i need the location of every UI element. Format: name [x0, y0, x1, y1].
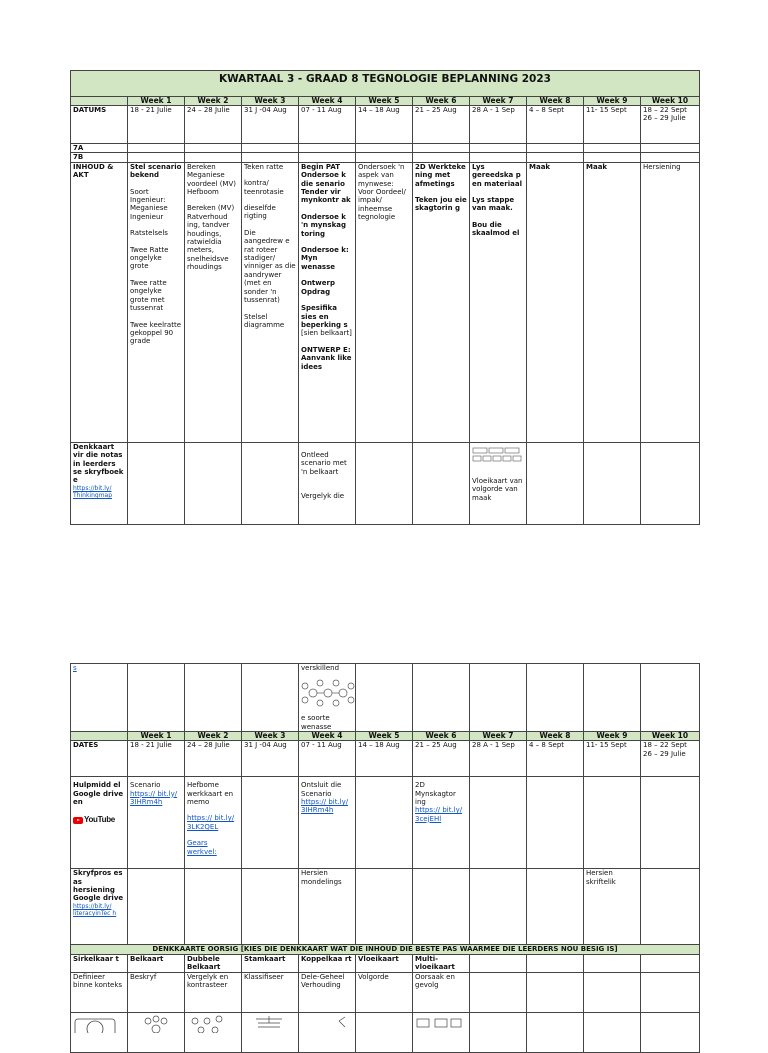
map-name: Multi- vloeikaart — [413, 954, 470, 972]
hulpmiddel-label-cell — [71, 777, 128, 869]
inhoud-week-1: Stel scenario bekend Soort Ingenieur: Meganiese Ingenieur Ratstelsels Twee Ratte ongelyke grote Twee ratte ongelyke grote met tussenrat Twee keelratte gekoppel 90 grade — [128, 162, 185, 442]
date-cell: 24 – 28 Julie — [185, 741, 242, 777]
skryfproses-label-cell — [71, 869, 128, 945]
hulpmiddel-week-1: Scenario https:// bit.ly/ 3IHRm4h — [128, 777, 185, 869]
week-header: Week 9 — [584, 732, 641, 741]
denkkaart-week-7: Vloeikaart van volgorde van maak — [470, 442, 527, 524]
brace-map-thumb — [299, 1012, 356, 1052]
inhoud-week-5: Ondersoek 'n aspek van mynwese: Voor Oordeel/ impak/ inheemse tegnologie — [356, 162, 413, 442]
hulpmiddel-label: Hulpmidd el Google drive en — [73, 781, 124, 807]
date-cell: 11- 15 Sept — [584, 106, 641, 144]
youtube-play-icon — [73, 817, 83, 824]
week-header: Week 3 — [242, 97, 299, 106]
skryfproses-week-9: Hersien skriftelik — [584, 869, 641, 945]
date-cell: 18 - 21 Julie — [128, 741, 185, 777]
inhoud-week-8: Maak — [527, 162, 584, 442]
map-use: Dele-Geheel Verhouding — [299, 972, 356, 1012]
corner-cell — [71, 97, 128, 106]
week-header: Week 5 — [356, 97, 413, 106]
denkkaarte-banner: DENKKAARTE OORSIG [KIES DIE DENKKAART WAT DIE INHOUD DIE BESTE PAS WAARMEE DIE LEERDERS NOU BESIG IS] — [71, 945, 700, 954]
ontsluit-link[interactable]: https:// bit.ly/ 3IHRm4h — [301, 798, 349, 815]
denkkaart-label: Denkkaart vir die notas in leerders se skryfboek e — [73, 442, 124, 485]
date-cell: 31 J -04 Aug — [242, 106, 299, 144]
datums-label: DATUMS — [71, 106, 128, 144]
youtube-logo[interactable]: YouTube — [73, 816, 115, 824]
week-header: Week 8 — [527, 97, 584, 106]
date-cell: 31 J -04 Aug — [242, 741, 299, 777]
date-cell: 07 - 11 Aug — [299, 741, 356, 777]
date-cell: 4 – 8 Sept — [527, 106, 584, 144]
week-header: Week 6 — [413, 97, 470, 106]
date-cell: 4 – 8 Sept — [527, 741, 584, 777]
date-cell: 14 – 18 Aug — [356, 106, 413, 144]
continued-week-4: verskillend e soorte wenasse — [299, 664, 356, 732]
date-cell: 18 - 21 Julie — [128, 106, 185, 144]
hulpmiddel-week-2: Hefbome werkkaart en memo https:// bit.ly/ 3LK2QEL Gears werkvel: — [185, 777, 242, 869]
map-name: Dubbele Belkaart — [185, 954, 242, 972]
circle-map-thumb — [71, 1012, 128, 1052]
date-cell: 18 – 22 Sept 26 – 29 Julie — [641, 106, 700, 144]
planning-table-page-2 — [70, 663, 700, 1053]
multi-flow-map-thumb — [413, 1012, 470, 1052]
date-cell: 24 – 28 Julie — [185, 106, 242, 144]
date-cell: 07 - 11 Aug — [299, 106, 356, 144]
date-cell: 21 – 25 Aug — [413, 741, 470, 777]
class-7b-label: 7B — [71, 153, 128, 162]
date-cell: 21 – 25 Aug — [413, 106, 470, 144]
class-7a-label: 7A — [71, 144, 128, 153]
week-header: Week 8 — [527, 732, 584, 741]
inhoud-week-2: Bereken Meganiese voordeel (MV) Hefboom Bereken (MV) Ratverhoud ing, tandver houdings, ratwieldia meters, snelheidsve rhoudings — [185, 162, 242, 442]
thinkingmap-link[interactable]: https://bit.ly/ Thinkingmap — [73, 484, 113, 499]
map-name: Belkaart — [128, 954, 185, 972]
week-header: Week 9 — [584, 97, 641, 106]
week-header: Week 7 — [470, 97, 527, 106]
inhoud-week-7: Lys gereedska p en materiaal Lys stappe van maak. Bou die skaalmod el — [470, 162, 527, 442]
planning-table-page-1 — [70, 70, 700, 525]
inhoud-label: INHOUD & AKT — [71, 162, 128, 442]
hefbome-link[interactable]: https:// bit.ly/ 3LK2QEL — [187, 814, 235, 831]
inhoud-week-3: Teken ratte kontra/ teenrotasie dieselfde rigting Die aangedrew e rat roteer stadiger/ vinniger as die aandrywer (met en sonder 'n tussenrat) Stelsel diagramme — [242, 162, 299, 442]
map-name: Stamkaart — [242, 954, 299, 972]
literacy-link[interactable]: https://bit.ly/ literacyinTec h — [73, 902, 117, 917]
date-cell: 28 A - 1 Sep — [470, 741, 527, 777]
week-header: Week 2 — [185, 97, 242, 106]
page-title: KWARTAAL 3 - GRAAD 8 TEGNOLOGIE BEPLANNING 2023 — [71, 71, 700, 97]
double-bubble-map-icon — [301, 676, 355, 710]
dates-label: DATES — [71, 741, 128, 777]
week-header: Week 2 — [185, 732, 242, 741]
week-header: Week 10 — [641, 732, 700, 741]
bubble-map-thumb — [128, 1012, 185, 1052]
week-header: Week 6 — [413, 732, 470, 741]
inhoud-week-10: Hersiening — [641, 162, 700, 442]
week-header: Week 4 — [299, 97, 356, 106]
date-cell: 11- 15 Sept — [584, 741, 641, 777]
inhoud-week-4: Begin PAT Ondersoe k die senario Tender vir mynkontr ak Ondersoe k 'n mynskag toring Ondersoe k: Myn wenasse Ontwerp Opdrag Spesifika sies en beperking s [sien belkaart] ONTWERP E: Aanvank like idees — [299, 162, 356, 442]
map-name: Vloeikaart — [356, 954, 413, 972]
denkkaart-label-cell — [71, 442, 128, 524]
skryfproses-label: Skryfpros es as hersiening Google drive — [73, 869, 124, 903]
map-name: Sirkelkaar t — [71, 954, 128, 972]
week-header: Week 4 — [299, 732, 356, 741]
denkkaart-week-4: Ontleed scenario met 'n belkaart Vergelyk die — [299, 442, 356, 524]
week-header: Week 5 — [356, 732, 413, 741]
map-use: Beskryf — [128, 972, 185, 1012]
double-bubble-map-thumb — [185, 1012, 242, 1052]
tree-map-thumb — [242, 1012, 299, 1052]
week-header: Week 3 — [242, 732, 299, 741]
hulpmiddel-week-6: 2D Mynskagtor ing https:// bit.ly/ 3cejEHl — [413, 777, 470, 869]
map-use: Klassifiseer — [242, 972, 299, 1012]
date-cell: 14 – 18 Aug — [356, 741, 413, 777]
date-cell: 28 A - 1 Sep — [470, 106, 527, 144]
scenario-link[interactable]: https:// bit.ly/ 3IHRm4h — [130, 789, 178, 807]
inhoud-week-6: 2D Werkteke ning met afmetings Teken jou eie skagtorin g — [413, 162, 470, 442]
map-use: Definieer binne konteks — [71, 972, 128, 1012]
gears-link[interactable]: Gears werkvel: — [187, 839, 217, 856]
continued-link-text[interactable]: s — [71, 664, 128, 732]
hulpmiddel-week-4: Ontsluit die Scenario https:// bit.ly/ 3IHRm4h — [299, 777, 356, 869]
map-use: Vergelyk en kontrasteer — [185, 972, 242, 1012]
map-name: Koppelkaa rt — [299, 954, 356, 972]
flow-map-icon — [472, 447, 524, 463]
week-header: Week 7 — [470, 732, 527, 741]
inhoud-week-9: Maak — [584, 162, 641, 442]
map-use: Volgorde — [356, 972, 413, 1012]
mynskag-link[interactable]: https:// bit.ly/ 3cejEHl — [415, 806, 463, 823]
map-use: Oorsaak en gevolg — [413, 972, 470, 1012]
date-cell: 18 – 22 Sept 26 – 29 Julie — [641, 741, 700, 777]
week-header: Week 1 — [128, 97, 185, 106]
week-header: Week 1 — [128, 732, 185, 741]
skryfproses-week-4: Hersien mondelings — [299, 869, 356, 945]
week-header: Week 10 — [641, 97, 700, 106]
